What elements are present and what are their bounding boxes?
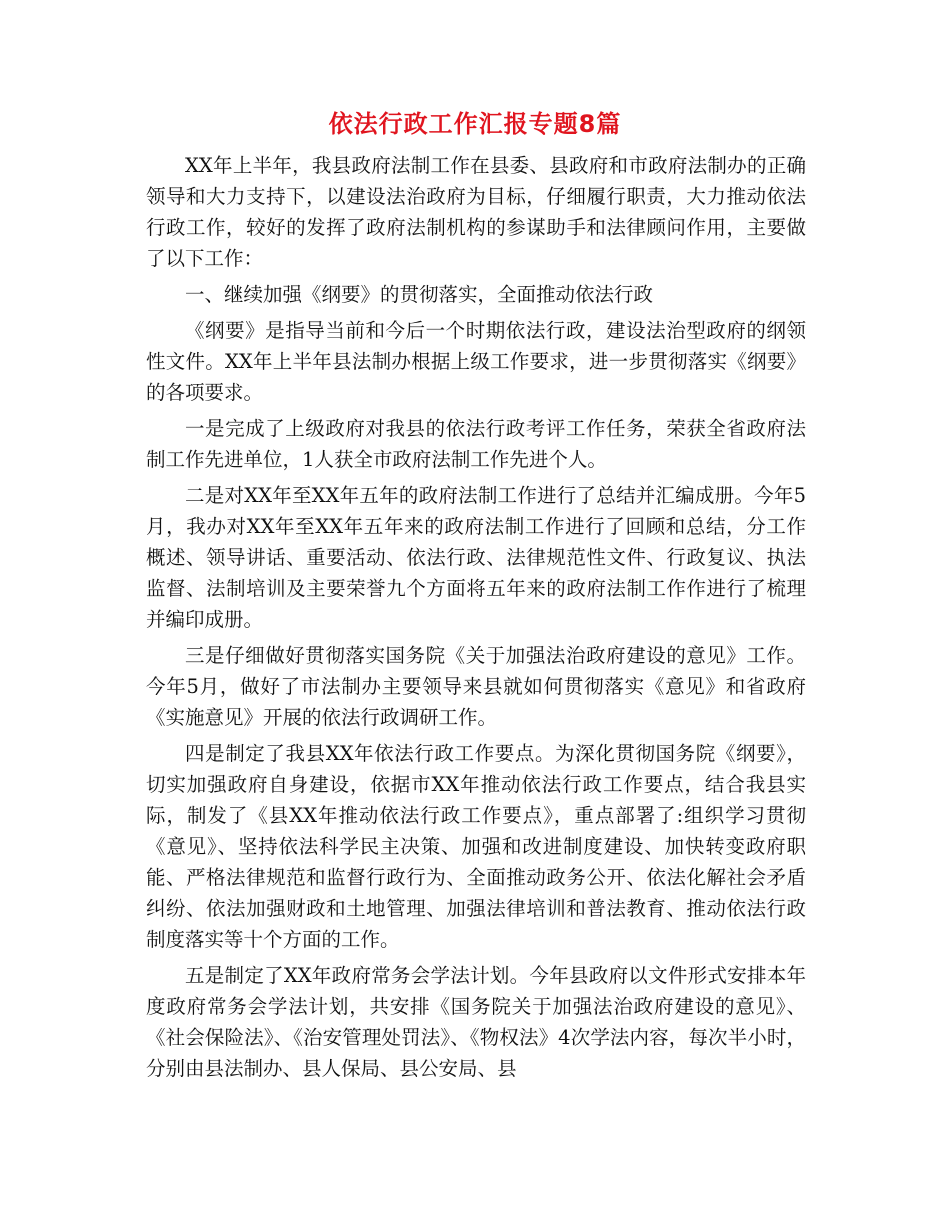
document-body [146,150,806,1089]
document-title: 依法行政工作汇报专题8篇 [328,110,622,138]
paragraph-item-4: 四是制定了我县XX年依法行政工作要点。为深化贯彻国务院《纲要》，切实加强政府自身建设，依据市XX年推动依法行政工作要点，结合我县实际，制发了《县XX年推动依法行政工作要点》，重点部署了:组织学习贯彻《意见》、坚持依法科学民主决策、加强和改进制度建设、加快转变政府职能、严格法律规范和监督行政行为、全面推动政务公开、依法化解社会矛盾纠纷、依法加强财政和土地管理、加强法律培训和普法教育、推动依法行政制度落实等十个方面的工作。 [146,742,806,951]
paragraph-intro: XX年上半年，我县政府法制工作在县委、县政府和市政府法制办的正确领导和大力支持下，以建设法治政府为目标，仔细履行职责，大力推动依法行政工作，较好的发挥了政府法制机构的参谋助手和法律顾问作用，主要做了以下工作： [146,154,806,270]
section-heading-1: 一、继续加强《纲要》的贯彻落实，全面推动依法行政 [185,283,654,306]
paragraph-item-5: 五是制定了XX年政府常务会学法计划。今年县政府以文件形式安排本年度政府常务会学法计划，共安排《国务院关于加强法治政府建设的意见》、《社会保险法》、《治安管理处罚法》、《物权法》4次学法内容，每次半小时，分别由县法制办、县人保局、县公安局、县 [146,964,806,1080]
paragraph-item-3: 三是仔细做好贯彻落实国务院《关于加强法治政府建设的意见》工作。今年5月，做好了市法制办主要领导来县就如何贯彻落实《意见》和省政府《实施意见》开展的依法行政调研工作。 [146,644,806,729]
paragraph-outline: 《纲要》是指导当前和今后一个时期依法行政，建设法治型政府的纲领性文件。XX年上半年县法制办根据上级工作要求，进一步贯彻落实《纲要》的各项要求。 [146,319,806,404]
paragraph-item-2: 二是对XX年至XX年五年的政府法制工作进行了总结并汇编成册。今年5月，我办对XX年至XX年五年来的政府法制工作进行了回顾和总结，分工作概述、领导讲话、重要活动、依法行政、法律规范性文件、行政复议、执法监督、法制培训及主要荣誉九个方面将五年来的政府法制工作作进行了梳理并编印成册。 [146,484,806,631]
paragraph-item-1: 一是完成了上级政府对我县的依法行政考评工作任务，荣获全省政府法制工作先进单位，1人获全市政府法制工作先进个人。 [146,417,806,471]
